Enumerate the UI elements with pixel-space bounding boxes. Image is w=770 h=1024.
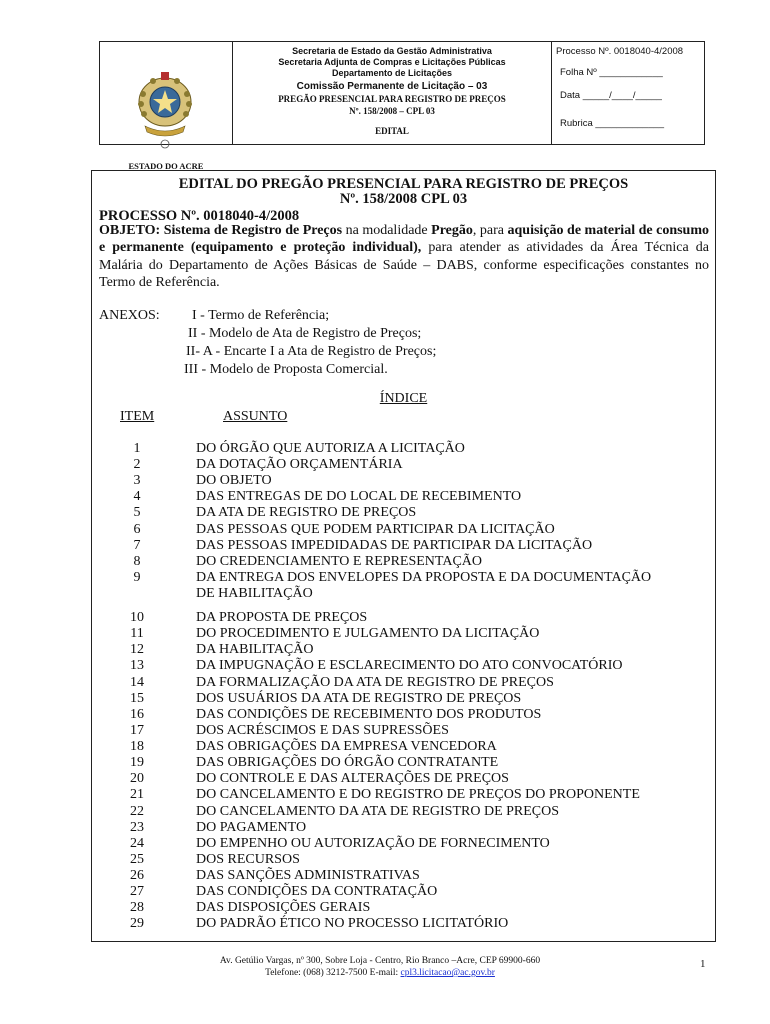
index-item-title: DA ATA DE REGISTRO DE PREÇOS [196, 505, 417, 520]
objeto-text-2: , para [472, 223, 508, 238]
index-item-title: DA PROPOSTA DE PREÇOS [196, 610, 368, 625]
index-item-number: 4 [133, 489, 141, 504]
index-item-number: 1 [133, 441, 141, 456]
objeto-paragraph [99, 222, 709, 291]
objeto-aquisicao: aquisição de material de consumo e permanente (equipamento e proteção individual), [99, 223, 709, 256]
index-item-title-continued: DE HABILITAÇÃO [196, 586, 313, 601]
header-control-cell [552, 42, 704, 144]
document-header [99, 41, 705, 171]
header-line-secretaria-adjunta: Secretaria Adjunta de Compras e Licitações Públicas [278, 57, 506, 67]
index-item-title: DAS ENTREGAS DE DO LOCAL DE RECEBIMENTO [196, 489, 522, 504]
header-line-numero: Nº. 158/2008 – CPL 03 [349, 106, 435, 116]
index-item-title: DO OBJETO [196, 473, 272, 488]
anexo-item: III - Modelo de Proposta Comercial. [184, 362, 388, 377]
state-coat-of-arms-icon [135, 64, 195, 154]
header-line-departamento: Departamento de Licitações [331, 68, 453, 78]
index-item-number: 16 [130, 707, 144, 722]
index-item-number: 12 [130, 642, 144, 657]
index-item-title: DA IMPUGNAÇÃO E ESCLARECIMENTO DO ATO CONVOCATÓRIO [196, 658, 623, 673]
objeto-text-3: para atender as atividades da Área Técnica da Malária do Departamento de Ações Básicas de Saúde – DABS, conforme especificações constantes no Termo de Referência. [99, 240, 709, 290]
anexo-item: II- A - Encarte I a Ata de Registro de Preços; [186, 344, 437, 359]
header-crest-cell [100, 42, 233, 171]
header-line-edital: EDITAL [375, 126, 409, 136]
header-line-secretaria: Secretaria de Estado da Gestão Administrativa [292, 46, 492, 56]
index-item-title: DA FORMALIZAÇÃO DA ATA DE REGISTRO DE PREÇOS [196, 675, 554, 690]
index-item-number: 3 [133, 473, 141, 488]
footer-phone: Telefone: (068) 3212-7500 E-mail: [265, 968, 401, 978]
index-item-number: 11 [130, 626, 144, 641]
anexo-item: II - Modelo de Ata de Registro de Preços; [188, 326, 422, 341]
index-item-title: DO CANCELAMENTO DA ATA DE REGISTRO DE PREÇOS [196, 804, 560, 819]
column-header-assunto: ASSUNTO [223, 409, 288, 424]
index-item-title: DAS PESSOAS IMPEDIDADAS DE PARTICIPAR DA LICITAÇÃO [196, 538, 593, 553]
objeto-text-1: na modalidade [342, 223, 432, 238]
index-item-number: 20 [130, 771, 144, 786]
index-item-number: 2 [133, 457, 141, 472]
index-item-title: DO PADRÃO ÉTICO NO PROCESSO LICITATÓRIO [196, 916, 509, 931]
index-item-number: 15 [130, 691, 144, 706]
objeto-modalidade: Pregão [431, 223, 473, 238]
state-label: ESTADO DO ACRE [128, 161, 204, 171]
index-item-title: DAS CONDIÇÕES DA CONTRATAÇÃO [196, 884, 438, 899]
footer-email-link[interactable]: cpl3.licitacao@ac.gov.br [400, 968, 495, 978]
header-line-comissao: Comissão Permanente de Licitação – 03 [296, 81, 488, 92]
header-rubrica: Rubrica _____________ [560, 118, 665, 129]
index-item-title: DO ÓRGÃO QUE AUTORIZA A LICITAÇÃO [196, 441, 465, 456]
anexo-item: I - Termo de Referência; [192, 308, 330, 323]
header-line-pregao: PREGÃO PRESENCIAL PARA REGISTRO DE PREÇOS [278, 94, 506, 104]
edital-body [91, 170, 716, 942]
index-item-title: DA HABILITAÇÃO [196, 642, 314, 657]
processo-number: PROCESSO Nº. 0018040-4/2008 [99, 208, 300, 224]
index-item-title: DAS OBRIGAÇÕES DO ÓRGÃO CONTRATANTE [196, 755, 499, 770]
index-item-number: 6 [133, 522, 141, 537]
index-item-title: DOS USUÁRIOS DA ATA DE REGISTRO DE PREÇOS [196, 691, 522, 706]
index-item-title: DAS CONDIÇÕES DE RECEBIMENTO DOS PRODUTOS [196, 707, 542, 722]
index-item-number: 25 [130, 852, 144, 867]
index-item-number: 13 [130, 658, 144, 673]
index-item-number: 7 [133, 538, 141, 553]
index-item-title: DAS DISPOSIÇÕES GERAIS [196, 900, 371, 915]
index-item-number: 24 [130, 836, 144, 851]
index-item-title: DAS PESSOAS QUE PODEM PARTICIPAR DA LICITAÇÃO [196, 522, 555, 537]
column-header-item: ITEM [120, 409, 155, 424]
index-item-title: DOS ACRÉSCIMOS E DAS SUPRESSÕES [196, 723, 449, 738]
objeto-system: Sistema de Registro de Preços [160, 223, 343, 238]
index-item-title: DA ENTREGA DOS ENVELOPES DA PROPOSTA E DA DOCUMENTAÇÃO [196, 570, 652, 585]
anexos-label: ANEXOS: [99, 308, 160, 323]
index-item-number: 21 [130, 787, 144, 802]
edital-number: Nº. 158/2008 CPL 03 [339, 191, 468, 207]
index-item-number: 26 [130, 868, 144, 883]
index-item-title: DAS OBRIGAÇÕES DA EMPRESA VENCEDORA [196, 739, 497, 754]
index-item-title: DAS SANÇÕES ADMINISTRATIVAS [196, 868, 420, 883]
index-item-number: 10 [130, 610, 144, 625]
footer-contact [140, 968, 620, 978]
index-item-number: 27 [130, 884, 144, 899]
objeto-label: OBJETO: [99, 223, 161, 238]
index-item-number: 18 [130, 739, 144, 754]
indice-title: ÍNDICE [379, 391, 428, 406]
index-item-number: 23 [130, 820, 144, 835]
index-item-title: DO PROCEDIMENTO E JULGAMENTO DA LICITAÇÃO [196, 626, 540, 641]
index-item-number: 5 [133, 505, 141, 520]
index-item-number: 9 [133, 570, 141, 585]
index-item-title: DO CONTROLE E DAS ALTERAÇÕES DE PREÇOS [196, 771, 509, 786]
edital-title: EDITAL DO PREGÃO PRESENCIAL PARA REGISTRO DE PREÇOS [178, 176, 629, 192]
index-item-number: 8 [133, 554, 141, 569]
index-item-number: 22 [130, 804, 144, 819]
index-item-title: DOS RECURSOS [196, 852, 300, 867]
index-item-title: DO CREDENCIAMENTO E REPRESENTAÇÃO [196, 554, 483, 569]
index-item-number: 19 [130, 755, 144, 770]
page-number: 1 [700, 958, 706, 970]
header-folha: Folha Nº ____________ [560, 67, 663, 78]
footer-address: Av. Getúlio Vargas, nº 300, Sobre Loja - Centro, Rio Branco –Acre, CEP 69900-660 [219, 956, 541, 966]
index-item-title: DO EMPENHO OU AUTORIZAÇÃO DE FORNECIMENTO [196, 836, 550, 851]
index-item-title: DO PAGAMENTO [196, 820, 307, 835]
index-item-number: 14 [130, 675, 144, 690]
index-item-number: 17 [130, 723, 144, 738]
header-title-cell [233, 42, 552, 144]
index-item-number: 28 [130, 900, 144, 915]
header-data: Data _____/____/_____ [560, 90, 662, 101]
index-item-title: DO CANCELAMENTO E DO REGISTRO DE PREÇOS DO PROPONENTE [196, 787, 640, 802]
header-processo: Processo Nº. 0018040-4/2008 [556, 46, 684, 57]
index-item-title: DA DOTAÇÃO ORÇAMENTÁRIA [196, 457, 403, 472]
index-item-number: 29 [130, 916, 144, 931]
